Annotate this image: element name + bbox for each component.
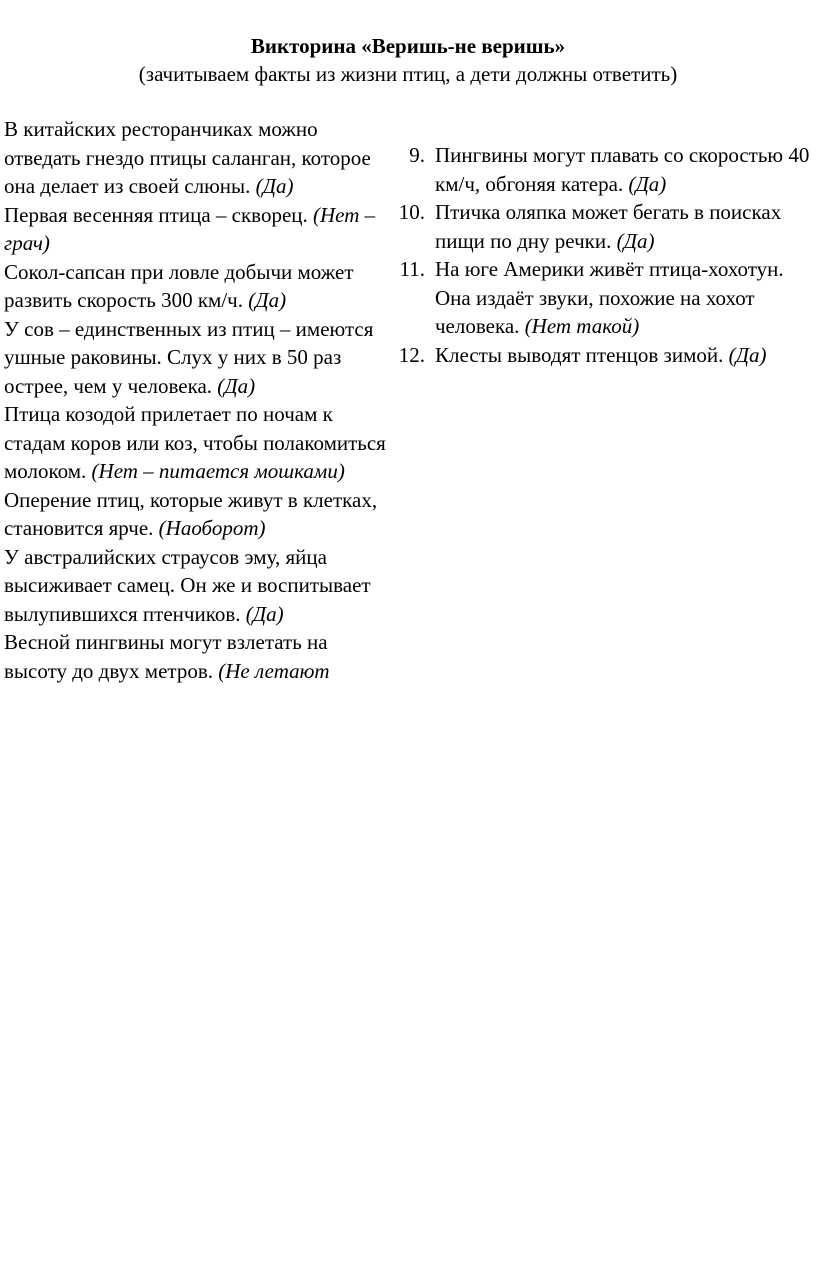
left-column bbox=[4, 115, 386, 685]
fact-answer: (Да) bbox=[616, 228, 655, 253]
fact-answer: (Да) bbox=[255, 174, 294, 198]
fact-answer: (Нет – питается мошками) bbox=[91, 459, 345, 483]
fact-answer: (Нет такой) bbox=[524, 314, 640, 338]
fact-text: Пингвины могут плавать со скоростью 40 км/ч, обгоняя катера. bbox=[435, 143, 810, 196]
fact-text: Оперение птиц, которые живут в клетках, становится ярче. bbox=[4, 487, 378, 540]
fact-item-11 bbox=[392, 255, 812, 341]
quiz-subtitle: (зачитываем факты из жизни птиц, а дети должны ответить) bbox=[138, 62, 678, 86]
fact-item-9 bbox=[392, 141, 812, 198]
fact-answer: (Да) bbox=[245, 601, 284, 626]
fact-item-10 bbox=[392, 198, 812, 255]
fact-item-5 bbox=[4, 400, 386, 486]
fact-text: Птичка оляпка может бегать в поисках пищи по дну речки. bbox=[435, 200, 782, 253]
item-number: 12. bbox=[398, 342, 425, 367]
fact-answer: (Не летают bbox=[218, 658, 330, 683]
item-number: 9. bbox=[409, 143, 425, 167]
fact-item-6 bbox=[4, 486, 386, 543]
fact-item-8 bbox=[4, 628, 386, 685]
quiz-title: Викторина «Веришь-не веришь» bbox=[250, 34, 566, 58]
fact-text: Птица козодой прилетает по ночам к стадам коров или коз, чтобы полакомиться молоком. bbox=[4, 402, 386, 483]
fact-item-12 bbox=[392, 341, 812, 370]
item-number: 11. bbox=[399, 257, 425, 281]
fact-item-7 bbox=[4, 543, 386, 629]
fact-text: В китайских ресторанчиках можно отведать гнездо птицы саланган, которое она делает из своей слюны. bbox=[4, 117, 371, 198]
fact-answer: (Да) bbox=[217, 373, 256, 398]
fact-item-3 bbox=[4, 258, 386, 315]
item-number: 10. bbox=[398, 200, 425, 224]
fact-answer: (Нет – грач) bbox=[4, 202, 376, 255]
fact-text: У австралийских страусов эму, яйца высиживает самец. Он же и воспитывает вылупившихся птенчиков. bbox=[4, 544, 371, 626]
fact-text: Клесты выводят птенцов зимой. bbox=[435, 342, 729, 367]
right-column bbox=[392, 141, 812, 369]
fact-answer: (Да) bbox=[248, 288, 287, 312]
fact-text: На юге Америки живёт птица-хохотун. Она издаёт звуки, похожие на хохот человека. bbox=[435, 257, 784, 338]
fact-item-4 bbox=[4, 315, 386, 401]
fact-item-1 bbox=[4, 115, 386, 201]
fact-text: Сокол-сапсан при ловле добычи может развить скорость 300 км/ч. bbox=[4, 259, 354, 312]
fact-answer: (Наоборот) bbox=[158, 516, 266, 540]
fact-item-2 bbox=[4, 201, 386, 258]
fact-text: У сов – единственных из птиц – имеются ушные раковины. Слух у них в 50 раз острее, чем у человека. bbox=[4, 316, 374, 398]
fact-answer: (Да) bbox=[628, 171, 667, 196]
fact-answer: (Да) bbox=[728, 342, 767, 367]
fact-text: Весной пингвины могут взлетать на высоту до двух метров. bbox=[4, 630, 328, 683]
fact-text: Первая весенняя птица – скворец. bbox=[4, 202, 314, 227]
